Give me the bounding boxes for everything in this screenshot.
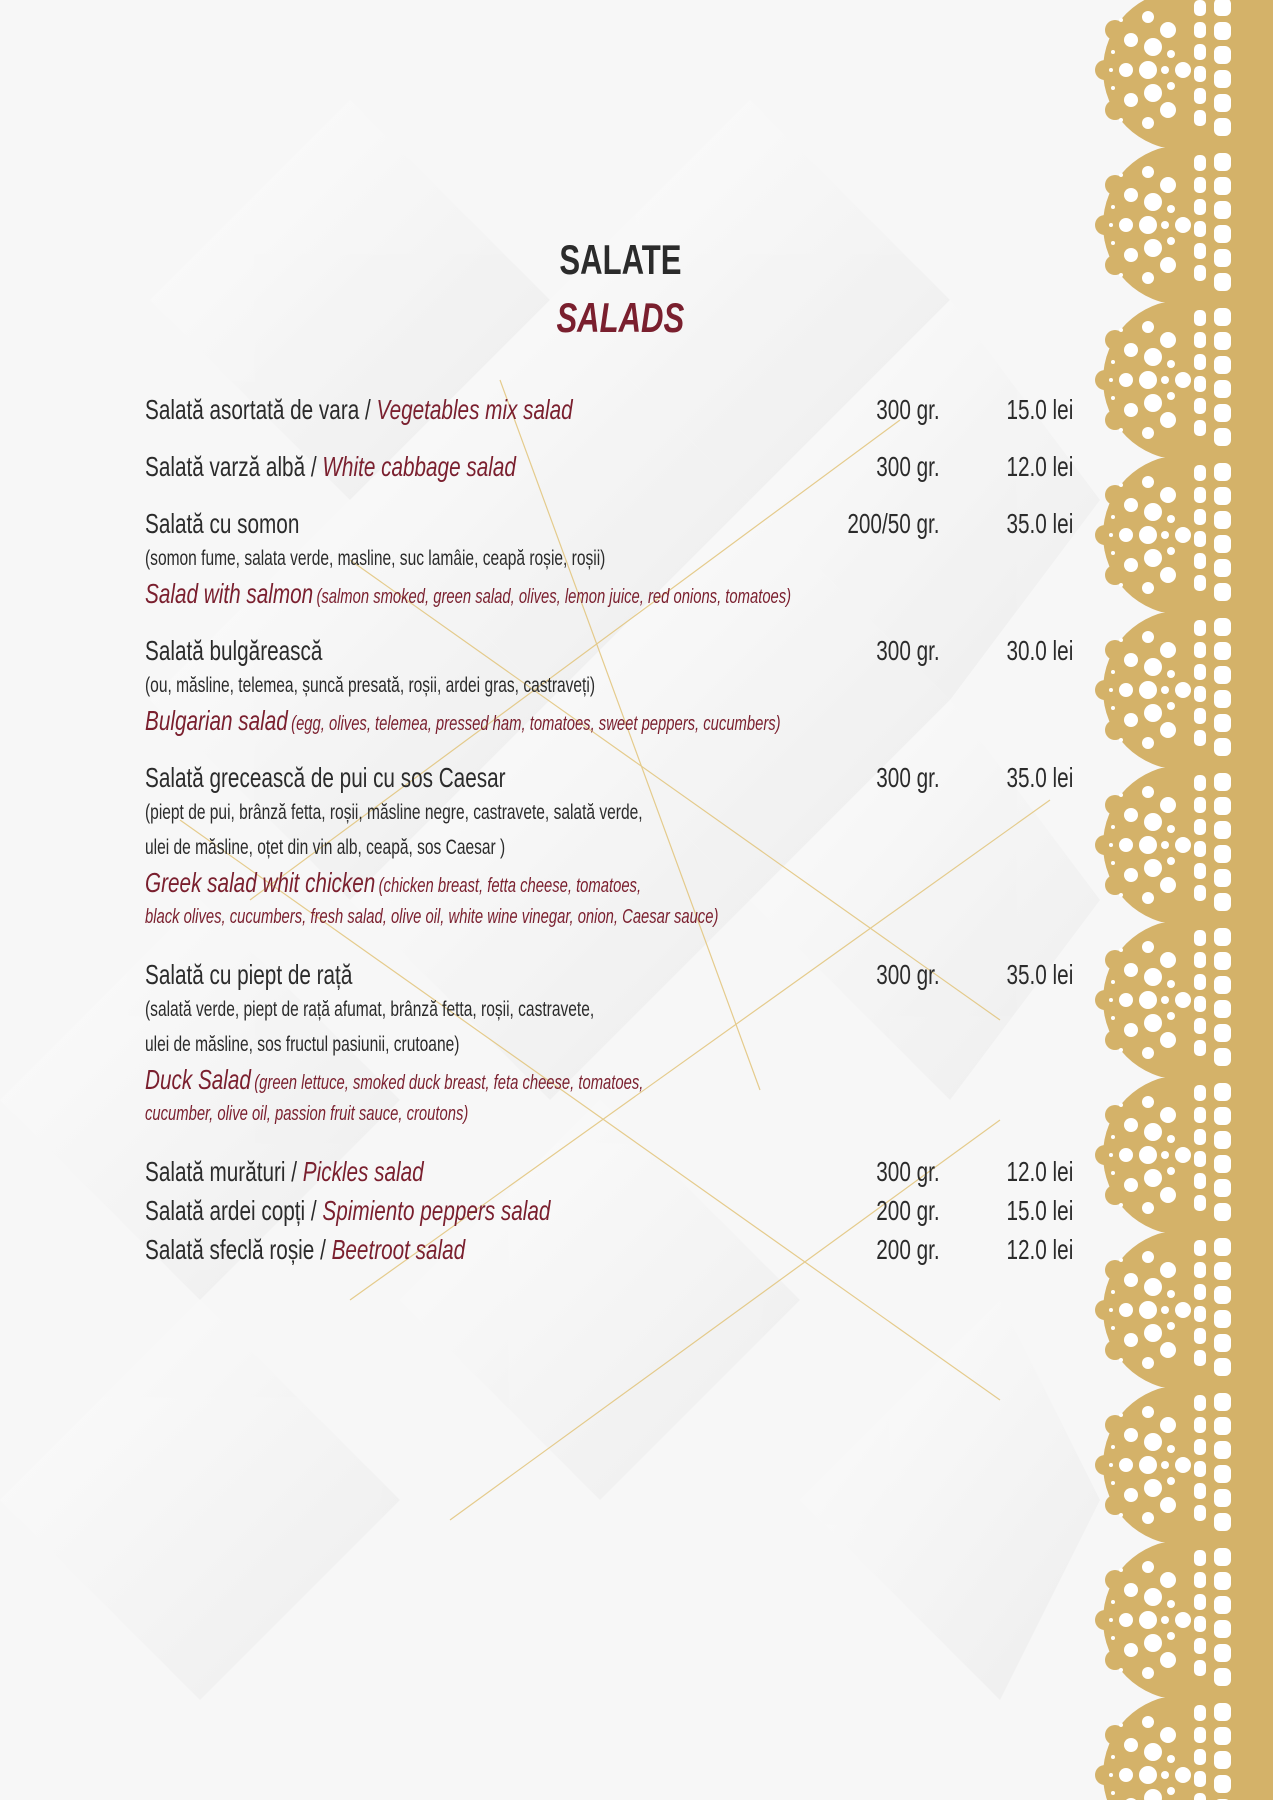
item-title [145,633,322,673]
price-text: 12.0 lei [1006,451,1073,482]
item-description-en [145,576,1085,611]
menu-list [145,392,1085,1289]
menu-item [145,1154,1085,1189]
description-en-text: (egg, olives, telemea, pressed ham, tomatoes, sweet peppers, cucumbers) [291,713,781,735]
item-title-line [145,1154,1085,1189]
weight-text: 300 gr. [876,959,940,990]
description-en-text: (green lettuce, smoked duck breast, feta cheese, tomatoes, [254,1072,644,1094]
item-name-en: Spimiento peppers salad [322,1195,551,1226]
description-text: (ou, măsline, telemea, șuncă presată, roșii, ardei gras, castraveți) [145,674,596,697]
description-en [145,900,718,936]
weight-text: 200/50 gr. [847,508,940,539]
item-weight [815,506,940,541]
item-name-ro: Salată ardei copți [145,1195,311,1226]
item-weight [854,1154,940,1189]
description-en-text: (salmon smoked, green salad, olives, lemon juice, red onions, tomatoes) [316,586,792,608]
item-weight [854,1193,940,1228]
item-description-en [145,703,1085,738]
description-en [145,1097,468,1133]
item-name-en: Vegetables mix salad [376,394,573,425]
item-description-ro [145,1027,1085,1062]
description-en-text: black olives, cucumbers, fresh salad, olive oil, white wine vinegar, onion, Caesar sauce) [145,906,719,928]
item-title-line [145,957,1085,992]
separator: / [310,1195,323,1226]
item-name-en: White cabbage salad [322,451,516,482]
description-en [145,865,641,905]
item-title-line [145,760,1085,795]
item-price [983,392,1073,427]
item-title-line [145,506,1085,541]
item-name-en: Duck Salad [145,1064,251,1095]
menu-item [145,506,1085,611]
item-title [145,1154,424,1194]
item-weight [854,1232,940,1267]
item-title-line [145,633,1085,668]
item-title [145,1232,465,1272]
item-title-line [145,392,1085,427]
price-text: 15.0 lei [1006,394,1073,425]
item-description-ro [145,541,1085,576]
page-title [0,236,1240,284]
item-name-ro: Salată cu piept de rață [145,959,353,990]
item-description-en [145,900,1085,935]
description-text: ulei de măsline, oțet din vin alb, ceapă, sos Caesar ) [145,836,506,859]
item-weight [854,392,940,427]
item-name-ro: Salată murături [145,1156,286,1187]
item-title [145,449,516,489]
description-en-text: (chicken breast, fetta cheese, tomatoes, [378,875,642,897]
price-text: 12.0 lei [1006,1234,1073,1265]
item-weight [854,633,940,668]
weight-text: 200 gr. [876,1195,940,1226]
item-description-ro [145,992,1085,1027]
price-text: 35.0 lei [1006,959,1073,990]
weight-text: 300 gr. [876,762,940,793]
separator: / [305,451,323,482]
item-weight [854,449,940,484]
item-description-en [145,865,1085,900]
item-title [145,506,299,546]
menu-item [145,957,1085,1132]
item-price [983,1193,1073,1228]
separator: / [359,394,377,425]
item-name-ro: Salată grecească de pui cu sos Caesar [145,762,506,793]
description-text: (salată verde, piept de rață afumat, brânză fetta, roșii, castravete, [145,998,595,1021]
weight-text: 300 gr. [876,451,940,482]
title-en: SALADS [556,294,684,341]
item-title-line [145,449,1085,484]
item-name-en: Bulgarian salad [145,705,288,736]
description-en-text: cucumber, olive oil, passion fruit sauce, croutons) [145,1103,469,1125]
weight-text: 300 gr. [876,1156,940,1187]
description-text: ulei de măsline, sos fructul pasiunii, crutoane) [145,1033,460,1056]
menu-item [145,1232,1085,1267]
page-subtitle [0,294,1240,342]
item-title [145,957,352,997]
price-text: 30.0 lei [1006,635,1073,666]
weight-text: 200 gr. [876,1234,940,1265]
title-ro: SALATE [558,236,682,283]
item-title-line [145,1232,1085,1267]
item-title-line [145,1193,1085,1228]
item-description-ro [145,795,1085,830]
menu-item [145,1193,1085,1228]
item-price [983,1154,1073,1189]
item-title [145,1193,550,1233]
item-title [145,760,506,800]
item-weight [854,957,940,992]
menu-item [145,760,1085,935]
item-price [983,449,1073,484]
item-price [983,957,1073,992]
item-price [983,760,1073,795]
item-price [983,506,1073,541]
menu-item [145,633,1085,738]
price-text: 12.0 lei [1006,1156,1073,1187]
description-text: (somon fume, salata verde, masline, suc lamâie, ceapă roșie, roșii) [145,547,606,570]
item-name-ro: Salată bulgărească [145,635,323,666]
item-description-en [145,1062,1085,1097]
description-en [145,1062,643,1102]
item-name-en: Pickles salad [302,1156,424,1187]
item-name-ro: Salată cu somon [145,508,300,539]
item-description-ro [145,668,1085,703]
item-name-ro: Salată asortată de vara [145,394,360,425]
item-name-en: Salad with salmon [145,578,314,609]
weight-text: 300 gr. [876,635,940,666]
item-price [983,1232,1073,1267]
separator: / [314,1234,332,1265]
item-description-ro [145,830,1085,865]
item-name-ro: Salată sfeclă roșie [145,1234,315,1265]
item-description-en [145,1097,1085,1132]
description-en [145,576,791,616]
item-title [145,392,573,432]
menu-item [145,392,1085,427]
item-price [983,633,1073,668]
item-name-en: Greek salad whit chicken [145,867,376,898]
item-weight [854,760,940,795]
item-name-ro: Salată varză albă [145,451,306,482]
description-en [145,703,781,743]
weight-text: 300 gr. [876,394,940,425]
price-text: 35.0 lei [1006,508,1073,539]
item-name-en: Beetroot salad [331,1234,466,1265]
price-text: 15.0 lei [1006,1195,1073,1226]
price-text: 35.0 lei [1006,762,1073,793]
menu-item [145,449,1085,484]
separator: / [285,1156,303,1187]
description-text: (piept de pui, brânză fetta, roșii, măsline negre, castravete, salată verde, [145,801,643,824]
